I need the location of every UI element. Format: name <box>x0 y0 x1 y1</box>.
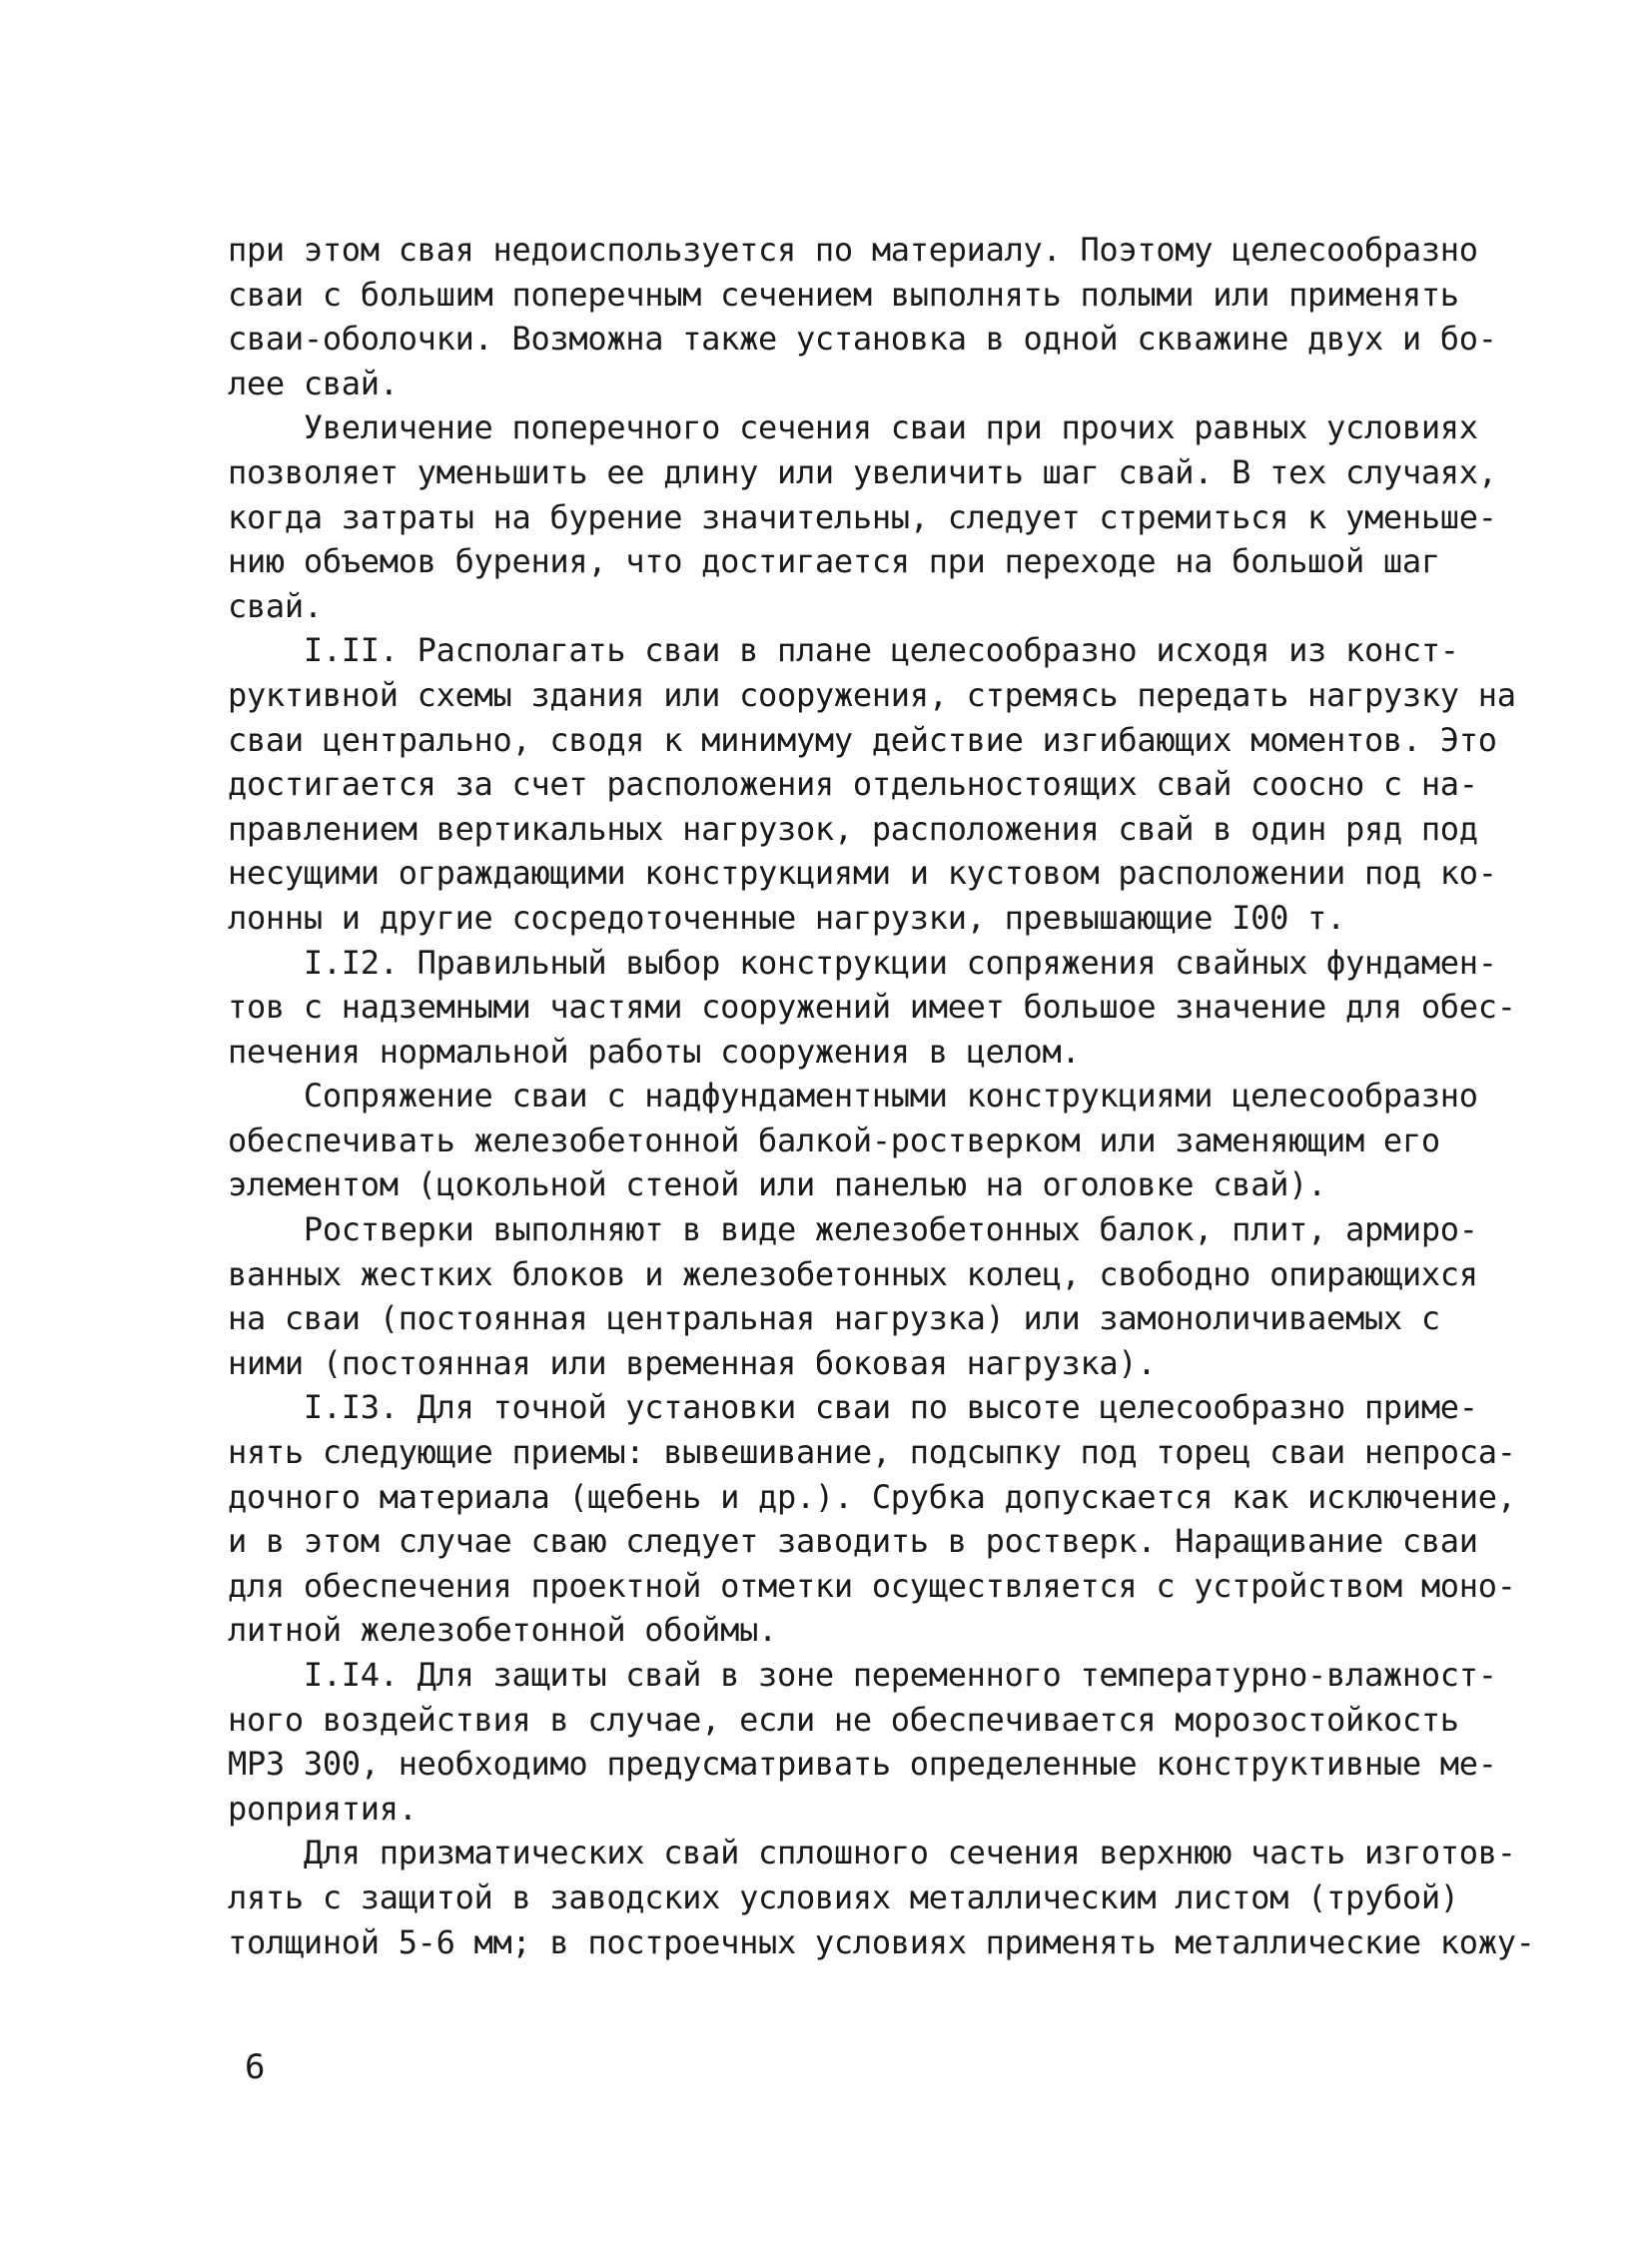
text-line: I.I4. Для защиты свай в зоне переменного температурно-влажност- <box>228 1656 1497 1694</box>
text-line: достигается за счет расположения отдельностоящих свай соосно с на- <box>228 765 1478 804</box>
text-line: Сопряжение сваи с надфундаментными конструкциями целесообразно <box>228 1077 1478 1116</box>
text-line: руктивной схемы здания или сооружения, стремясь передать нагрузку на <box>228 675 1516 714</box>
text-line: I.II. Располагать сваи в плане целесообразно исходя из конст- <box>228 631 1459 670</box>
body-text <box>228 228 1535 1964</box>
text-line: лее свай. <box>228 364 399 402</box>
text-line: сваи центрально, сводя к минимуму действие изгибающих моментов. Это <box>228 720 1497 759</box>
text-line: нять следующие приемы: вывешивание, подсыпку под торец сваи непроса- <box>228 1433 1516 1472</box>
text-line: Увеличение поперечного сечения сваи при прочих равных условиях <box>228 408 1478 447</box>
text-line: нию объемов бурения, что достигается при переходе на большой шаг <box>228 542 1440 581</box>
text-line: на сваи (постоянная центральная нагрузка) или замоноличиваемых с <box>228 1299 1440 1338</box>
text-line: тов с надземными частями сооружений имеет большое значение для обес- <box>228 988 1516 1027</box>
text-line: Для призматических свай сплошного сечения верхнюю часть изготов- <box>228 1834 1516 1872</box>
text-line: I.I3. Для точной установки сваи по высоте целесообразно приме- <box>228 1388 1478 1427</box>
text-line: элементом (цокольной стеной или панелью на оголовке свай). <box>228 1165 1327 1204</box>
text-line: позволяет уменьшить ее длину или увеличить шаг свай. В тех случаях, <box>228 452 1497 491</box>
text-line: для обеспечения проектной отметки осуществляется с устройством моно- <box>228 1566 1516 1605</box>
text-line: и в этом случае сваю следует заводить в ростверк. Наращивание сваи <box>228 1522 1478 1561</box>
text-line: свай. <box>228 586 323 625</box>
text-line: ванных жестких блоков и железобетонных колец, свободно опирающихся <box>228 1254 1478 1293</box>
text-line: литной железобетонной обоймы. <box>228 1611 778 1650</box>
text-line: сваи-оболочки. Возможна также установка в одной скважине двух и бо- <box>228 320 1497 359</box>
text-line: лять с защитой в заводских условиях металлическим листом (трубой) <box>228 1877 1459 1916</box>
text-line: правлением вертикальных нагрузок, расположения свай в один ряд под <box>228 809 1478 848</box>
text-line: дочного материала (щебень и др.). Срубка допускается как исключение, <box>228 1477 1516 1516</box>
text-line: сваи с большим поперечным сечением выполнять полыми или применять <box>228 275 1459 314</box>
text-line: печения нормальной работы сооружения в целом. <box>228 1032 1081 1071</box>
text-line: Ростверки выполняют в виде железобетонных балок, плит, армиро- <box>228 1210 1478 1249</box>
page-number: 6 <box>245 2047 266 2087</box>
text-line: ними (постоянная или временная боковая нагрузка). <box>228 1343 1157 1382</box>
text-line: толщиной 5-6 мм; в построечных условиях применять металлические кожу- <box>228 1922 1535 1961</box>
text-line: I.I2. Правильный выбор конструкции сопряжения свайных фундамен- <box>228 943 1497 982</box>
text-line: когда затраты на бурение значительны, следует стремиться к уменьше- <box>228 497 1497 536</box>
text-line: несущими ограждающими конструкциями и кустовом расположении под ко- <box>228 854 1497 893</box>
text-line: ного воздействия в случае, если не обеспечивается морозостойкость <box>228 1700 1459 1739</box>
text-line: при этом свая недоиспользуется по материалу. Поэтому целесообразно <box>228 231 1478 269</box>
text-line: МРЗ 300, необходимо предусматривать определенные конструктивные ме- <box>228 1745 1497 1784</box>
text-line: обеспечивать железобетонной балкой-ростверком или заменяющим его <box>228 1120 1440 1159</box>
text-line: роприятия. <box>228 1789 417 1828</box>
text-line: лонны и другие сосредоточенные нагрузки, превышающие I00 т. <box>228 898 1345 937</box>
